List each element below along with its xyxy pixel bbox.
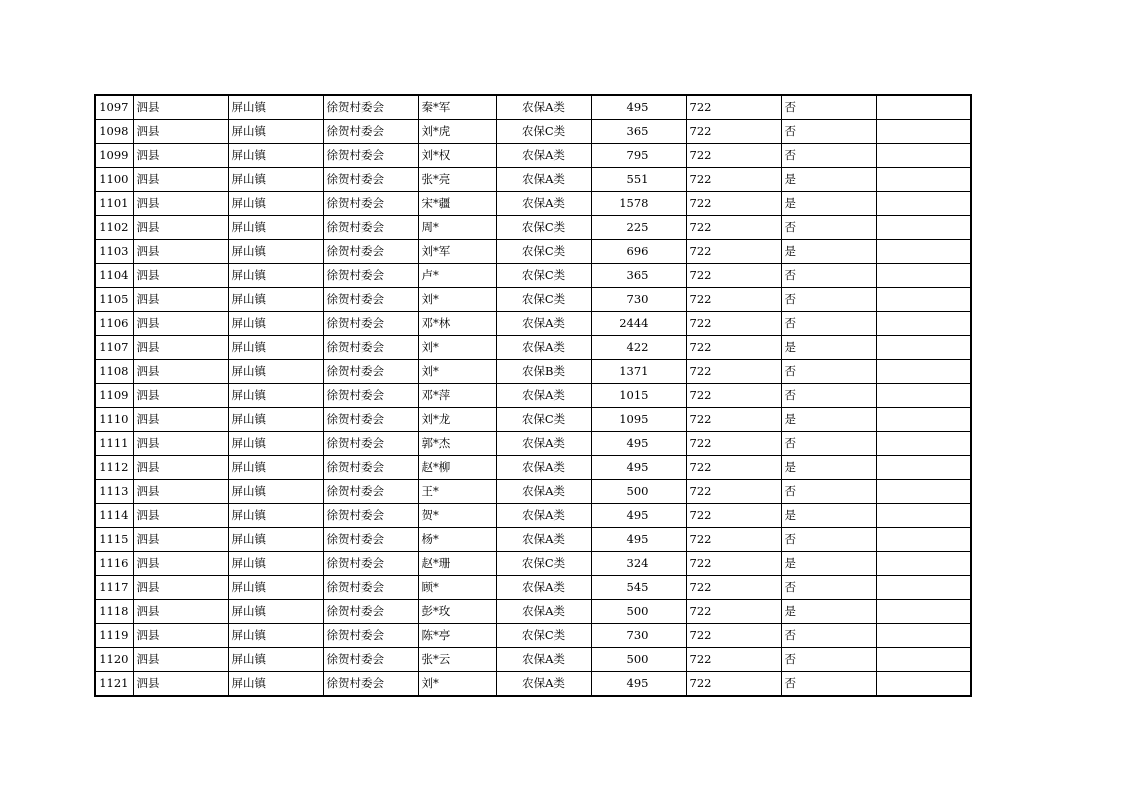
county-cell: 泗县 xyxy=(133,336,228,360)
note-cell xyxy=(876,480,971,504)
insurance-category-cell: 农保A类 xyxy=(496,144,591,168)
insurance-category-cell: 农保C类 xyxy=(496,552,591,576)
code-cell: 722 xyxy=(686,384,781,408)
row-number-cell: 1112 xyxy=(95,456,133,480)
county-cell: 泗县 xyxy=(133,456,228,480)
code-cell: 722 xyxy=(686,168,781,192)
village-cell: 徐贺村委会 xyxy=(323,240,418,264)
county-cell: 泗县 xyxy=(133,95,228,120)
village-cell: 徐贺村委会 xyxy=(323,216,418,240)
note-cell xyxy=(876,672,971,697)
insurance-category-cell: 农保A类 xyxy=(496,168,591,192)
person-name-cell: 卢* xyxy=(418,264,496,288)
village-cell: 徐贺村委会 xyxy=(323,600,418,624)
table-row xyxy=(95,360,971,384)
village-cell: 徐贺村委会 xyxy=(323,336,418,360)
county-cell: 泗县 xyxy=(133,624,228,648)
person-name-cell: 邓*萍 xyxy=(418,384,496,408)
row-number-cell: 1117 xyxy=(95,576,133,600)
county-cell: 泗县 xyxy=(133,648,228,672)
town-cell: 屏山镇 xyxy=(228,240,323,264)
flag-cell: 是 xyxy=(781,456,876,480)
flag-cell: 否 xyxy=(781,144,876,168)
town-cell: 屏山镇 xyxy=(228,168,323,192)
flag-cell: 否 xyxy=(781,624,876,648)
note-cell xyxy=(876,600,971,624)
note-cell xyxy=(876,528,971,552)
note-cell xyxy=(876,552,971,576)
amount-cell: 545 xyxy=(591,576,686,600)
insurance-category-cell: 农保A类 xyxy=(496,192,591,216)
town-cell: 屏山镇 xyxy=(228,480,323,504)
flag-cell: 是 xyxy=(781,240,876,264)
row-number-cell: 1098 xyxy=(95,120,133,144)
county-cell: 泗县 xyxy=(133,360,228,384)
flag-cell: 否 xyxy=(781,360,876,384)
note-cell xyxy=(876,288,971,312)
person-name-cell: 刘* xyxy=(418,672,496,697)
town-cell: 屏山镇 xyxy=(228,504,323,528)
county-cell: 泗县 xyxy=(133,144,228,168)
person-name-cell: 贺* xyxy=(418,504,496,528)
village-cell: 徐贺村委会 xyxy=(323,288,418,312)
table-row xyxy=(95,192,971,216)
county-cell: 泗县 xyxy=(133,312,228,336)
amount-cell: 495 xyxy=(591,95,686,120)
table-row xyxy=(95,528,971,552)
village-cell: 徐贺村委会 xyxy=(323,528,418,552)
amount-cell: 500 xyxy=(591,648,686,672)
row-number-cell: 1119 xyxy=(95,624,133,648)
row-number-cell: 1103 xyxy=(95,240,133,264)
insurance-category-cell: 农保C类 xyxy=(496,624,591,648)
flag-cell: 是 xyxy=(781,552,876,576)
flag-cell: 是 xyxy=(781,408,876,432)
amount-cell: 1015 xyxy=(591,384,686,408)
insurance-category-cell: 农保C类 xyxy=(496,288,591,312)
amount-cell: 1578 xyxy=(591,192,686,216)
code-cell: 722 xyxy=(686,360,781,384)
person-name-cell: 刘*龙 xyxy=(418,408,496,432)
village-cell: 徐贺村委会 xyxy=(323,624,418,648)
town-cell: 屏山镇 xyxy=(228,456,323,480)
row-number-cell: 1101 xyxy=(95,192,133,216)
row-number-cell: 1105 xyxy=(95,288,133,312)
row-number-cell: 1104 xyxy=(95,264,133,288)
town-cell: 屏山镇 xyxy=(228,408,323,432)
person-name-cell: 周* xyxy=(418,216,496,240)
insurance-category-cell: 农保A类 xyxy=(496,576,591,600)
table-row xyxy=(95,336,971,360)
town-cell: 屏山镇 xyxy=(228,95,323,120)
person-name-cell: 张*云 xyxy=(418,648,496,672)
county-cell: 泗县 xyxy=(133,480,228,504)
code-cell: 722 xyxy=(686,312,781,336)
village-cell: 徐贺村委会 xyxy=(323,144,418,168)
note-cell xyxy=(876,312,971,336)
amount-cell: 495 xyxy=(591,432,686,456)
table-row xyxy=(95,600,971,624)
insurance-category-cell: 农保A类 xyxy=(496,600,591,624)
note-cell xyxy=(876,624,971,648)
county-cell: 泗县 xyxy=(133,120,228,144)
village-cell: 徐贺村委会 xyxy=(323,432,418,456)
note-cell xyxy=(876,360,971,384)
code-cell: 722 xyxy=(686,216,781,240)
village-cell: 徐贺村委会 xyxy=(323,360,418,384)
code-cell: 722 xyxy=(686,552,781,576)
code-cell: 722 xyxy=(686,144,781,168)
county-cell: 泗县 xyxy=(133,264,228,288)
code-cell: 722 xyxy=(686,672,781,697)
flag-cell: 否 xyxy=(781,432,876,456)
code-cell: 722 xyxy=(686,264,781,288)
row-number-cell: 1120 xyxy=(95,648,133,672)
flag-cell: 是 xyxy=(781,192,876,216)
county-cell: 泗县 xyxy=(133,168,228,192)
person-name-cell: 杨* xyxy=(418,528,496,552)
note-cell xyxy=(876,432,971,456)
town-cell: 屏山镇 xyxy=(228,192,323,216)
person-name-cell: 宋*疆 xyxy=(418,192,496,216)
table-row xyxy=(95,672,971,697)
amount-cell: 500 xyxy=(591,600,686,624)
row-number-cell: 1100 xyxy=(95,168,133,192)
flag-cell: 否 xyxy=(781,120,876,144)
village-cell: 徐贺村委会 xyxy=(323,168,418,192)
town-cell: 屏山镇 xyxy=(228,264,323,288)
insurance-category-cell: 农保A类 xyxy=(496,504,591,528)
insurance-category-cell: 农保C类 xyxy=(496,408,591,432)
amount-cell: 730 xyxy=(591,288,686,312)
town-cell: 屏山镇 xyxy=(228,576,323,600)
person-name-cell: 刘* xyxy=(418,360,496,384)
person-name-cell: 刘*虎 xyxy=(418,120,496,144)
village-cell: 徐贺村委会 xyxy=(323,576,418,600)
row-number-cell: 1116 xyxy=(95,552,133,576)
county-cell: 泗县 xyxy=(133,408,228,432)
amount-cell: 422 xyxy=(591,336,686,360)
table-row xyxy=(95,576,971,600)
table-row xyxy=(95,312,971,336)
amount-cell: 495 xyxy=(591,528,686,552)
code-cell: 722 xyxy=(686,336,781,360)
insurance-category-cell: 农保A类 xyxy=(496,480,591,504)
amount-cell: 1095 xyxy=(591,408,686,432)
village-cell: 徐贺村委会 xyxy=(323,312,418,336)
row-number-cell: 1107 xyxy=(95,336,133,360)
table-row xyxy=(95,456,971,480)
amount-cell: 225 xyxy=(591,216,686,240)
insurance-category-cell: 农保C类 xyxy=(496,216,591,240)
insurance-category-cell: 农保A类 xyxy=(496,384,591,408)
county-cell: 泗县 xyxy=(133,192,228,216)
insurance-category-cell: 农保C类 xyxy=(496,240,591,264)
person-name-cell: 秦*军 xyxy=(418,95,496,120)
village-cell: 徐贺村委会 xyxy=(323,672,418,697)
insurance-category-cell: 农保A类 xyxy=(496,456,591,480)
row-number-cell: 1102 xyxy=(95,216,133,240)
person-name-cell: 彭*玫 xyxy=(418,600,496,624)
amount-cell: 730 xyxy=(591,624,686,648)
amount-cell: 365 xyxy=(591,264,686,288)
amount-cell: 696 xyxy=(591,240,686,264)
insurance-category-cell: 农保C类 xyxy=(496,120,591,144)
note-cell xyxy=(876,648,971,672)
note-cell xyxy=(876,240,971,264)
town-cell: 屏山镇 xyxy=(228,552,323,576)
note-cell xyxy=(876,95,971,120)
note-cell xyxy=(876,264,971,288)
insurance-category-cell: 农保A类 xyxy=(496,95,591,120)
table-row xyxy=(95,624,971,648)
row-number-cell: 1115 xyxy=(95,528,133,552)
person-name-cell: 刘*军 xyxy=(418,240,496,264)
village-cell: 徐贺村委会 xyxy=(323,480,418,504)
town-cell: 屏山镇 xyxy=(228,288,323,312)
person-name-cell: 刘* xyxy=(418,288,496,312)
code-cell: 722 xyxy=(686,504,781,528)
code-cell: 722 xyxy=(686,240,781,264)
flag-cell: 否 xyxy=(781,264,876,288)
county-cell: 泗县 xyxy=(133,600,228,624)
county-cell: 泗县 xyxy=(133,216,228,240)
county-cell: 泗县 xyxy=(133,672,228,697)
village-cell: 徐贺村委会 xyxy=(323,504,418,528)
insurance-category-cell: 农保B类 xyxy=(496,360,591,384)
flag-cell: 是 xyxy=(781,336,876,360)
insurance-category-cell: 农保A类 xyxy=(496,648,591,672)
note-cell xyxy=(876,576,971,600)
amount-cell: 795 xyxy=(591,144,686,168)
county-cell: 泗县 xyxy=(133,552,228,576)
amount-cell: 365 xyxy=(591,120,686,144)
flag-cell: 否 xyxy=(781,480,876,504)
person-name-cell: 刘* xyxy=(418,336,496,360)
table-row xyxy=(95,240,971,264)
village-cell: 徐贺村委会 xyxy=(323,456,418,480)
village-cell: 徐贺村委会 xyxy=(323,384,418,408)
data-table xyxy=(94,94,972,697)
flag-cell: 否 xyxy=(781,384,876,408)
county-cell: 泗县 xyxy=(133,384,228,408)
insurance-category-cell: 农保C类 xyxy=(496,264,591,288)
table-row xyxy=(95,95,971,120)
amount-cell: 324 xyxy=(591,552,686,576)
row-number-cell: 1106 xyxy=(95,312,133,336)
flag-cell: 否 xyxy=(781,672,876,697)
amount-cell: 495 xyxy=(591,504,686,528)
row-number-cell: 1109 xyxy=(95,384,133,408)
town-cell: 屏山镇 xyxy=(228,672,323,697)
note-cell xyxy=(876,120,971,144)
amount-cell: 495 xyxy=(591,456,686,480)
table-row xyxy=(95,552,971,576)
town-cell: 屏山镇 xyxy=(228,600,323,624)
table-row xyxy=(95,216,971,240)
row-number-cell: 1097 xyxy=(95,95,133,120)
town-cell: 屏山镇 xyxy=(228,648,323,672)
code-cell: 722 xyxy=(686,456,781,480)
county-cell: 泗县 xyxy=(133,528,228,552)
row-number-cell: 1111 xyxy=(95,432,133,456)
insurance-category-cell: 农保A类 xyxy=(496,528,591,552)
town-cell: 屏山镇 xyxy=(228,216,323,240)
row-number-cell: 1118 xyxy=(95,600,133,624)
row-number-cell: 1110 xyxy=(95,408,133,432)
person-name-cell: 赵*珊 xyxy=(418,552,496,576)
town-cell: 屏山镇 xyxy=(228,120,323,144)
flag-cell: 是 xyxy=(781,168,876,192)
flag-cell: 否 xyxy=(781,576,876,600)
person-name-cell: 邓*林 xyxy=(418,312,496,336)
table-row xyxy=(95,288,971,312)
person-name-cell: 刘*权 xyxy=(418,144,496,168)
town-cell: 屏山镇 xyxy=(228,528,323,552)
note-cell xyxy=(876,384,971,408)
code-cell: 722 xyxy=(686,432,781,456)
row-number-cell: 1099 xyxy=(95,144,133,168)
insurance-category-cell: 农保A类 xyxy=(496,672,591,697)
table-row xyxy=(95,168,971,192)
note-cell xyxy=(876,408,971,432)
person-name-cell: 陈*亭 xyxy=(418,624,496,648)
code-cell: 722 xyxy=(686,528,781,552)
code-cell: 722 xyxy=(686,480,781,504)
table-row xyxy=(95,504,971,528)
village-cell: 徐贺村委会 xyxy=(323,552,418,576)
insurance-category-cell: 农保A类 xyxy=(496,336,591,360)
flag-cell: 否 xyxy=(781,288,876,312)
flag-cell: 是 xyxy=(781,504,876,528)
amount-cell: 495 xyxy=(591,672,686,697)
table-row xyxy=(95,480,971,504)
flag-cell: 是 xyxy=(781,600,876,624)
note-cell xyxy=(876,216,971,240)
county-cell: 泗县 xyxy=(133,432,228,456)
flag-cell: 否 xyxy=(781,95,876,120)
town-cell: 屏山镇 xyxy=(228,144,323,168)
code-cell: 722 xyxy=(686,192,781,216)
village-cell: 徐贺村委会 xyxy=(323,648,418,672)
county-cell: 泗县 xyxy=(133,504,228,528)
town-cell: 屏山镇 xyxy=(228,312,323,336)
code-cell: 722 xyxy=(686,624,781,648)
table-body xyxy=(95,95,971,696)
person-name-cell: 王* xyxy=(418,480,496,504)
table-row xyxy=(95,144,971,168)
amount-cell: 2444 xyxy=(591,312,686,336)
village-cell: 徐贺村委会 xyxy=(323,120,418,144)
table-row xyxy=(95,648,971,672)
town-cell: 屏山镇 xyxy=(228,360,323,384)
code-cell: 722 xyxy=(686,95,781,120)
code-cell: 722 xyxy=(686,120,781,144)
insurance-category-cell: 农保A类 xyxy=(496,432,591,456)
table-row xyxy=(95,384,971,408)
code-cell: 722 xyxy=(686,408,781,432)
row-number-cell: 1113 xyxy=(95,480,133,504)
table-row xyxy=(95,432,971,456)
note-cell xyxy=(876,168,971,192)
row-number-cell: 1108 xyxy=(95,360,133,384)
note-cell xyxy=(876,456,971,480)
flag-cell: 否 xyxy=(781,312,876,336)
table-row xyxy=(95,120,971,144)
village-cell: 徐贺村委会 xyxy=(323,95,418,120)
amount-cell: 551 xyxy=(591,168,686,192)
person-name-cell: 顾* xyxy=(418,576,496,600)
flag-cell: 否 xyxy=(781,528,876,552)
town-cell: 屏山镇 xyxy=(228,624,323,648)
county-cell: 泗县 xyxy=(133,288,228,312)
amount-cell: 500 xyxy=(591,480,686,504)
flag-cell: 否 xyxy=(781,648,876,672)
flag-cell: 否 xyxy=(781,216,876,240)
insurance-category-cell: 农保A类 xyxy=(496,312,591,336)
row-number-cell: 1114 xyxy=(95,504,133,528)
note-cell xyxy=(876,336,971,360)
town-cell: 屏山镇 xyxy=(228,432,323,456)
note-cell xyxy=(876,504,971,528)
village-cell: 徐贺村委会 xyxy=(323,264,418,288)
code-cell: 722 xyxy=(686,600,781,624)
amount-cell: 1371 xyxy=(591,360,686,384)
person-name-cell: 郭*杰 xyxy=(418,432,496,456)
town-cell: 屏山镇 xyxy=(228,384,323,408)
note-cell xyxy=(876,192,971,216)
code-cell: 722 xyxy=(686,576,781,600)
town-cell: 屏山镇 xyxy=(228,336,323,360)
village-cell: 徐贺村委会 xyxy=(323,192,418,216)
person-name-cell: 张*亮 xyxy=(418,168,496,192)
table-row xyxy=(95,264,971,288)
code-cell: 722 xyxy=(686,648,781,672)
table-row xyxy=(95,408,971,432)
code-cell: 722 xyxy=(686,288,781,312)
note-cell xyxy=(876,144,971,168)
county-cell: 泗县 xyxy=(133,240,228,264)
county-cell: 泗县 xyxy=(133,576,228,600)
row-number-cell: 1121 xyxy=(95,672,133,697)
village-cell: 徐贺村委会 xyxy=(323,408,418,432)
person-name-cell: 赵*柳 xyxy=(418,456,496,480)
